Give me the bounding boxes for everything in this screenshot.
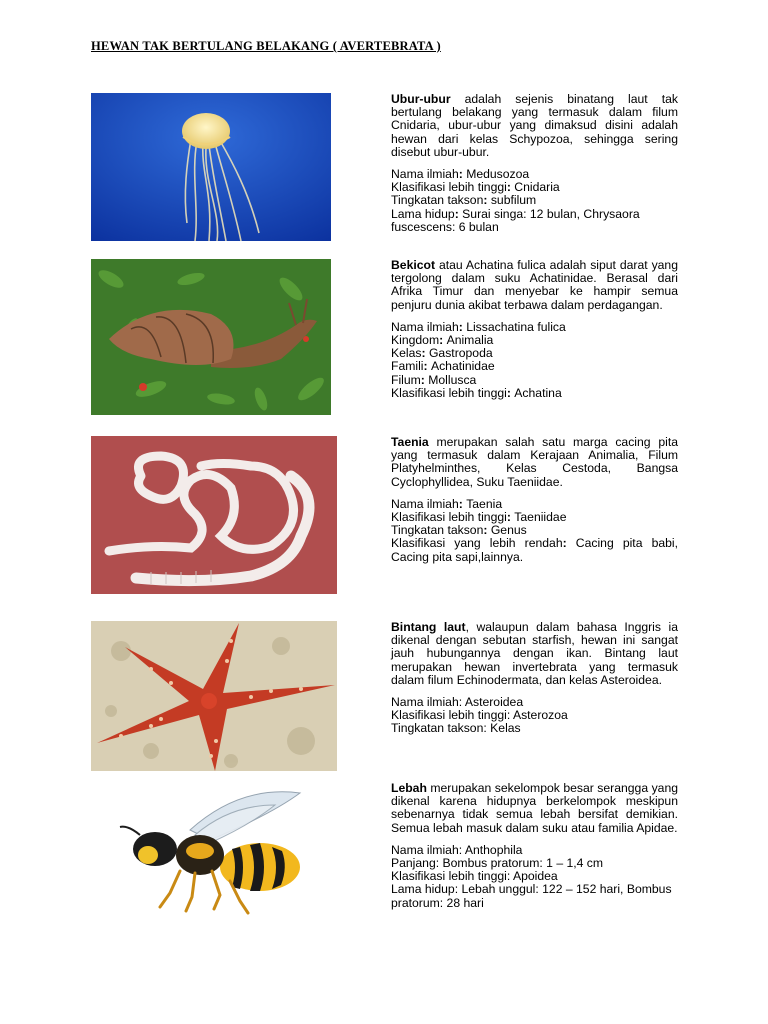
fact-label: Kelas bbox=[391, 346, 422, 361]
entry-bekicot bbox=[391, 259, 678, 400]
fact-value: Anthophila bbox=[464, 842, 523, 857]
entry-name: Ubur-ubur bbox=[391, 92, 451, 106]
fact-sep: : bbox=[458, 695, 465, 710]
fact-label: Klasifikasi lebih tinggi bbox=[391, 869, 507, 884]
fact-label: Nama ilmiah bbox=[391, 695, 459, 710]
fact-value: Achatinidae bbox=[430, 359, 495, 374]
entry-bintang-laut bbox=[391, 621, 678, 736]
starfish-photo bbox=[91, 621, 337, 771]
fact-sep: : bbox=[506, 869, 513, 884]
entry-description: merupakan salah satu marga cacing pita yang termasuk dalam Kerajaan Animalia, Filum Platyhelminthes, Kelas Cestoda, Bangsa Cyclophyllidea, Suku Taeniidae. bbox=[391, 435, 678, 489]
fact-sep: : bbox=[454, 206, 463, 221]
fact-sep: : bbox=[420, 372, 429, 387]
fact-label: Kingdom bbox=[391, 333, 440, 348]
entry-taenia bbox=[391, 436, 678, 564]
fact-label: Nama ilmiah bbox=[391, 319, 459, 334]
fact-sep: : bbox=[506, 180, 515, 195]
entry-description: , walaupun dalam bahasa Inggris ia dikenal dengan sebutan starfish, hewan ini sangat jauh hubungannya dengan ikan. Bintang laut merupakan hewan invertebrata yang termasuk dalam filum Echinodermata, dan kelas Asteroidea. bbox=[391, 620, 678, 687]
fact-sep: : bbox=[562, 536, 576, 551]
fact-value: Genus bbox=[490, 523, 527, 538]
fact-value: Taeniidae bbox=[514, 510, 567, 525]
fact-label: Panjang bbox=[391, 856, 436, 871]
fact-line bbox=[391, 722, 678, 735]
entry-description: merupakan sekelompok besar serangga yang dikenal karena hidupnya berkelompok meskipun sebenarnya tidak semua lebah bersifat demikian. Semua lebah masuk dalam suku atau familia Apidae. bbox=[391, 781, 678, 835]
fact-sep: : bbox=[435, 856, 443, 871]
fact-sep: : bbox=[506, 708, 513, 723]
fact-value: Asterozoa bbox=[512, 708, 568, 723]
jellyfish-photo bbox=[91, 93, 331, 241]
fact-label: Tingkatan takson bbox=[391, 523, 484, 538]
fact-sep: : bbox=[506, 385, 515, 400]
fact-value: subfilum bbox=[490, 193, 537, 208]
bee-photo bbox=[100, 785, 310, 915]
fact-sep: : bbox=[458, 496, 467, 511]
fact-value: Kelas bbox=[490, 721, 521, 736]
fact-sep: : bbox=[454, 882, 462, 897]
fact-label: Nama ilmiah bbox=[391, 167, 459, 182]
fact-sep: : bbox=[439, 333, 447, 348]
entry-lebah bbox=[391, 782, 678, 910]
fact-label: Klasifikasi lebih tinggi bbox=[391, 180, 507, 195]
fact-line bbox=[391, 883, 678, 909]
tapeworm-photo bbox=[91, 436, 337, 594]
entry-ubur-ubur bbox=[391, 93, 678, 234]
fact-sep: : bbox=[483, 193, 491, 208]
fact-label: Klasifikasi yang lebih rendah bbox=[391, 536, 563, 551]
fact-label: Klasifikasi lebih tinggi bbox=[391, 708, 507, 723]
entry-name: Bintang laut bbox=[391, 620, 466, 634]
fact-label: Klasifikasi lebih tinggi bbox=[391, 510, 507, 525]
fact-value: Taenia bbox=[466, 496, 503, 511]
fact-label: Tingkatan takson bbox=[391, 193, 484, 208]
fact-sep: : bbox=[458, 167, 467, 182]
page-title: HEWAN TAK BERTULANG BELAKANG ( AVERTEBRATA ) bbox=[91, 39, 441, 53]
fact-sep: : bbox=[458, 842, 465, 857]
fact-value: Mollusca bbox=[428, 372, 477, 387]
entry-description: atau Achatina fulica adalah siput darat yang tergolong dalam suku Achatinidae. Berasal dari Afrika Timur dan menyebar ke hampir semua penjuru dunia akibat terbawa dalam perdagangan. bbox=[391, 258, 678, 312]
fact-line bbox=[391, 208, 678, 234]
fact-value: Lebah unggul: 122 – 152 hari, Bombus pratorum: 28 hari bbox=[391, 882, 672, 910]
fact-label: Nama ilmiah bbox=[391, 842, 459, 857]
fact-value: Animalia bbox=[446, 333, 494, 348]
fact-value: Asteroidea bbox=[464, 695, 524, 710]
entry-name: Bekicot bbox=[391, 258, 436, 272]
entry-name: Lebah bbox=[391, 781, 427, 795]
fact-sep: : bbox=[423, 359, 431, 374]
fact-value: Surai singa: 12 bulan, Chrysaora fuscescens: 6 bulan bbox=[391, 206, 640, 234]
snail-photo bbox=[91, 259, 331, 415]
fact-value: Lissachatina fulica bbox=[466, 319, 566, 334]
fact-label: Filum bbox=[391, 372, 421, 387]
fact-value: Bombus pratorum: 1 – 1,4 cm bbox=[442, 856, 604, 871]
fact-sep: : bbox=[506, 510, 515, 525]
fact-value: Cnidaria bbox=[514, 180, 560, 195]
fact-value: Gastropoda bbox=[428, 346, 493, 361]
fact-line bbox=[391, 537, 678, 563]
fact-sep: : bbox=[483, 523, 491, 538]
fact-label: Lama hidup bbox=[391, 206, 455, 221]
entry-description: adalah sejenis binatang laut tak bertulang belakang yang termasuk dalam filum Cnidaria, ubur-ubur yang dimaksud disini adalah hewan dari kelas Schypozoa, sehingga sering disebut ubur-ubur. bbox=[391, 92, 678, 159]
fact-sep: : bbox=[421, 346, 429, 361]
fact-label: Tingkatan takson bbox=[391, 721, 484, 736]
fact-value: Achatina bbox=[514, 385, 562, 400]
entry-name: Taenia bbox=[391, 435, 429, 449]
fact-label: Famili bbox=[391, 359, 424, 374]
fact-label: Nama ilmiah bbox=[391, 496, 459, 511]
fact-value: Apoidea bbox=[512, 869, 558, 884]
fact-value: Medusozoa bbox=[466, 167, 530, 182]
fact-sep: : bbox=[483, 721, 491, 736]
fact-label: Lama hidup bbox=[391, 882, 455, 897]
fact-value: Cacing pita babi, Cacing pita sapi,lainnya. bbox=[391, 536, 678, 564]
fact-label: Klasifikasi lebih tinggi bbox=[391, 385, 507, 400]
fact-line bbox=[391, 387, 678, 400]
fact-sep: : bbox=[458, 319, 467, 334]
